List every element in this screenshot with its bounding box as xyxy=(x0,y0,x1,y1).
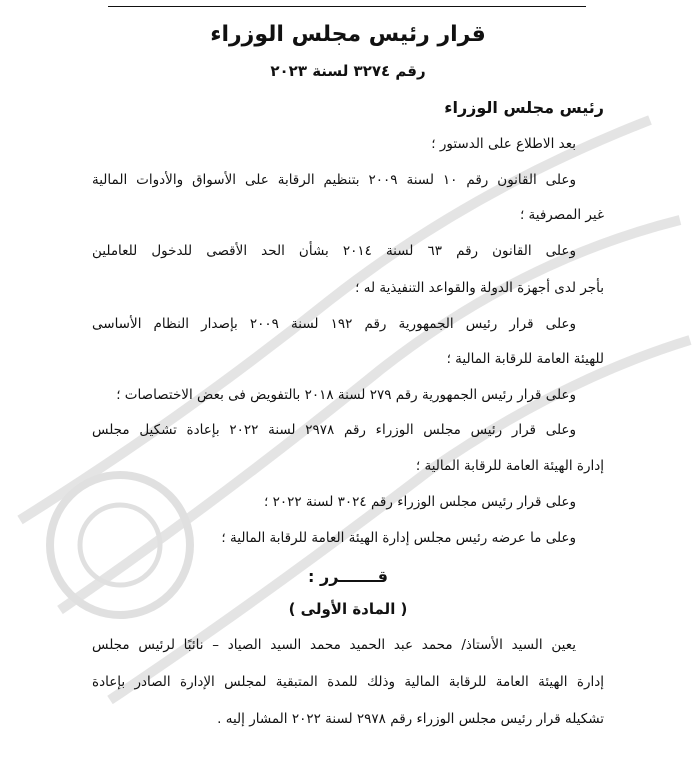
preamble-line: وعلى ما عرضه رئيس مجلس إدارة الهيئة العامة للرقابة المالية ؛ xyxy=(221,530,576,546)
preamble-line: وعلى قرار رئيس الجمهورية رقم ٢٧٩ لسنة ٢٠١٨ بالتفويض فى بعض الاختصاصات ؛ xyxy=(116,387,576,403)
article-line: إدارة الهيئة العامة للرقابة المالية وذلك للمدة المتبقية لمجلس الإدارة الصادر بإعادة xyxy=(92,674,604,690)
preamble-line: بأجر لدى أجهزة الدولة والقواعد التنفيذية له ؛ xyxy=(355,280,604,296)
preamble-line: إدارة الهيئة العامة للرقابة المالية ؛ xyxy=(415,458,604,474)
article-line: يعين السيد الأستاذ/ محمد عبد الحميد محمد السيد الصياد – نائبًا لرئيس مجلس xyxy=(92,637,576,653)
preamble-line: وعلى القانون رقم ٦٣ لسنة ٢٠١٤ بشأن الحد الأقصى للدخول للعاملين xyxy=(92,243,576,259)
article-title: ( المادة الأولى ) xyxy=(288,600,408,618)
decree-title: قرار رئيس مجلس الوزراء xyxy=(210,22,486,47)
preamble-line: للهيئة العامة للرقابة المالية ؛ xyxy=(446,351,604,367)
preamble-line: وعلى قرار رئيس الجمهورية رقم ١٩٢ لسنة ٢٠٠٩ بإصدار النظام الأساسى xyxy=(92,316,576,332)
preamble-line: وعلى القانون رقم ١٠ لسنة ٢٠٠٩ بتنظيم الرقابة على الأسواق والأدوات المالية xyxy=(92,172,576,188)
decision-label: قـــــــرر : xyxy=(308,567,388,586)
decree-number: رقم ٣٢٧٤ لسنة ٢٠٢٣ xyxy=(270,62,426,80)
preamble-line: غير المصرفية ؛ xyxy=(519,207,604,223)
issuer-heading: رئيس مجلس الوزراء xyxy=(444,98,604,117)
preamble-line: بعد الاطلاع على الدستور ؛ xyxy=(431,136,576,152)
article-line: تشكيله قرار رئيس مجلس الوزراء رقم ٢٩٧٨ لسنة ٢٠٢٢ المشار إليه . xyxy=(217,711,604,727)
preamble-line: وعلى قرار رئيس مجلس الوزراء رقم ٢٩٧٨ لسنة ٢٠٢٢ بإعادة تشكيل مجلس xyxy=(92,422,576,438)
preamble-line: وعلى قرار رئيس مجلس الوزراء رقم ٣٠٢٤ لسنة ٢٠٢٢ ؛ xyxy=(263,494,576,510)
